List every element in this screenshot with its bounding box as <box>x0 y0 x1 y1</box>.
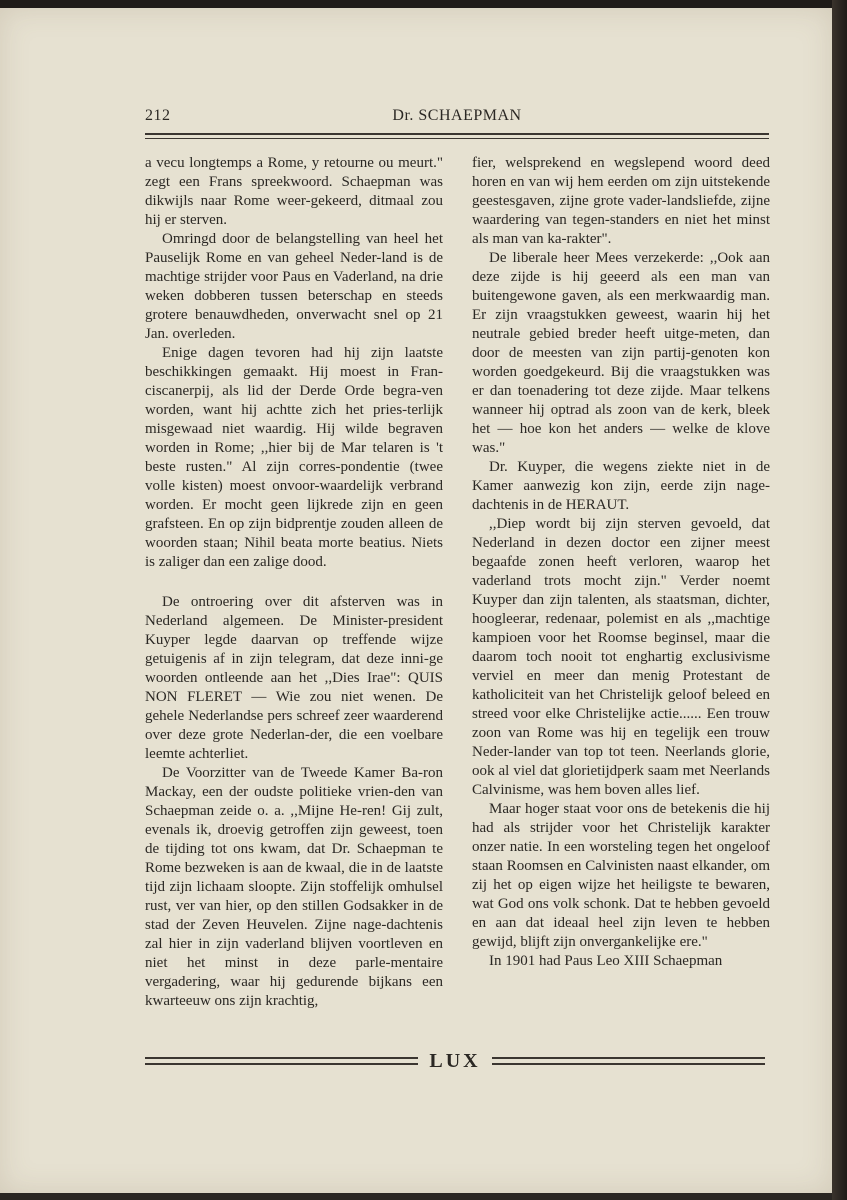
header-rule-thin <box>145 138 769 139</box>
running-header <box>145 107 769 131</box>
paragraph: Omringd door de belangstelling van heel het Pauselijk Rome en van geheel Neder-land is de machtige strijder voor Paus en Vaderland, na drie weken dobberen tussen beterschap en steeds grotere benauwdheden, onverwacht snel op 21 Jan. overleden. <box>145 231 443 342</box>
paragraph: De liberale heer Mees verzekerde: ,,Ook aan deze zijde is hij geeerd als een man van buitengewone gaven, als een merkwaardig man. Er zijn vraagstukken geweest, waarin hij het neutrale gebied breder heeft uitge-meten, dan door de meesten van zijn partij-genoten kon worden goedgekeurd. Bij die vraagstukken was er dan toenadering tot deze zijde. Maar telkens wanneer hij optrad als zoon van de kerk, bleek het — hoe kon het anders — welke de klove was." <box>472 250 770 456</box>
scan-right-edge <box>832 0 847 1200</box>
paragraph: fier, welsprekend en wegslepend woord deed horen en van wij hem eerden om zijn uitstekende geestesgaven, zijne grote vader-landsliefde, zijne waardering van tegen-standers en niet het minst als man van ka-rakter". <box>472 155 770 247</box>
running-title: Dr. SCHAEPMAN <box>392 107 522 124</box>
left-column <box>145 154 443 1011</box>
paragraph: Dr. Kuyper, die wegens ziekte niet in de Kamer aanwezig kon zijn, eerde zijn nage-dachtenis in de HERAUT. <box>472 459 770 513</box>
header-rule-thick <box>145 133 769 135</box>
book-page <box>0 8 832 1193</box>
paragraph: Enige dagen tevoren had hij zijn laatste beschikkingen gemaakt. Hij moest in Fran-ciscanerpij, als lid der Derde Orde begra-ven worden, want hij achtte zich het pries-terlijk misgewaad niet waardig. Hij wilde begraven worden in Rome; ,,hier bij de Mar telaren is 't beste rusten." Al zijn corres-pondentie (twee volle kisten) moest onvoor-waardelijk verbrand worden. Er mocht geen lijkrede zijn en geen grafsteen. En op zijn bidprentje zouden alleen de woorden staan; Nihil beata morte beatius. Niets is zaliger dan een zalige dood. <box>145 345 443 570</box>
right-column <box>472 154 770 971</box>
footer-ornament <box>145 1050 765 1073</box>
paragraph: De Voorzitter van de Tweede Kamer Ba-ron Mackay, een der oudste politieke vrien-den van Schaepman zeide o. a. ,,Mijne He-ren! Gij zult, evenals ik, droevig getroffen zijn geweest, toen de tijding tot ons kwam, dat Dr. Schaepman te Rome bezweken is aan de kwaal, die in de laatste tijd zijn lichaam sloopte. Zijn stoffelijk omhulsel rust, ver van hier, op den stillen Godsakker in de stad der Zeven Heuvelen. Zijne nage-dachtenis zal hier in zijn vaderland blijven voortleven en niet het minst in deze parle-mentaire vergadering, waar hij gedurende bijkans een kwarteeuw ons zijn krachtig, <box>145 765 443 1009</box>
scan-top-edge <box>0 0 847 8</box>
page-number: 212 <box>145 107 171 124</box>
paragraph: In 1901 had Paus Leo XIII Schaepman <box>489 953 723 969</box>
lux-logo: LUX <box>429 1050 481 1072</box>
paragraph: Maar hoger staat voor ons de betekenis die hij had als strijder voor het Christelijk karakter onzer natie. In een worsteling tegen het ongeloof staan Roomsen en Calvinisten naast elkander, om zij het op eigen wijze het heiligste te bewaren, wat God ons volk schonk. Dat te hebben gevoeld en aan dat ideaal heel zijn leven te hebben gewijd, blijft zijn onvergankelijke ere." <box>472 801 770 950</box>
footer-rule-left <box>145 1057 418 1065</box>
paragraph: De ontroering over dit afsterven was in Nederland algemeen. De Minister-president Kuyper legde daarvan op treffende wijze getuigenis af in zijn telegram, dat deze inni-ge woorden ontleende aan het ,,Dies Irae": QUIS NON FLERET — Wie zou niet wenen. De gehele Nederlandse pers schreef zeer waarderend over deze grote Nederlan-der, die een voelbare leemte achterliet. <box>145 594 443 762</box>
footer-rule-right <box>492 1057 765 1065</box>
paragraph: a vecu longtemps a Rome, y retourne ou meurt." zegt een Frans spreekwoord. Schaepman was dikwijls naar Rome weer-gekeerd, ditmaal zou hij er sterven. <box>145 155 443 228</box>
paragraph: ,,Diep wordt bij zijn sterven gevoeld, dat Nederland in dezen doctor een zijner meest begaafde zonen heeft verloren, waarop het vaderland trots mocht zijn." Verder noemt Kuyper dan zijn talenten, als staatsman, dichter, hoogleerar, redenaar, polemist en als ,,machtige kampioen voor het Roomse beginsel, maar die daarom toch nooit tot enghartig exclusivisme verviel en meer dan menig Protestant de katholiciteit van het Christelijk geloof beleed en streed voor elke Christelijke actie...... Een trouw zoon van Rome was hij en tegelijk een trouw Neder-lander van top tot teen. Neerlands glorie, ook al viel dat glorietijdperk saam met Neerlands Calvinisme, was hem boven alles lief. <box>472 516 770 798</box>
